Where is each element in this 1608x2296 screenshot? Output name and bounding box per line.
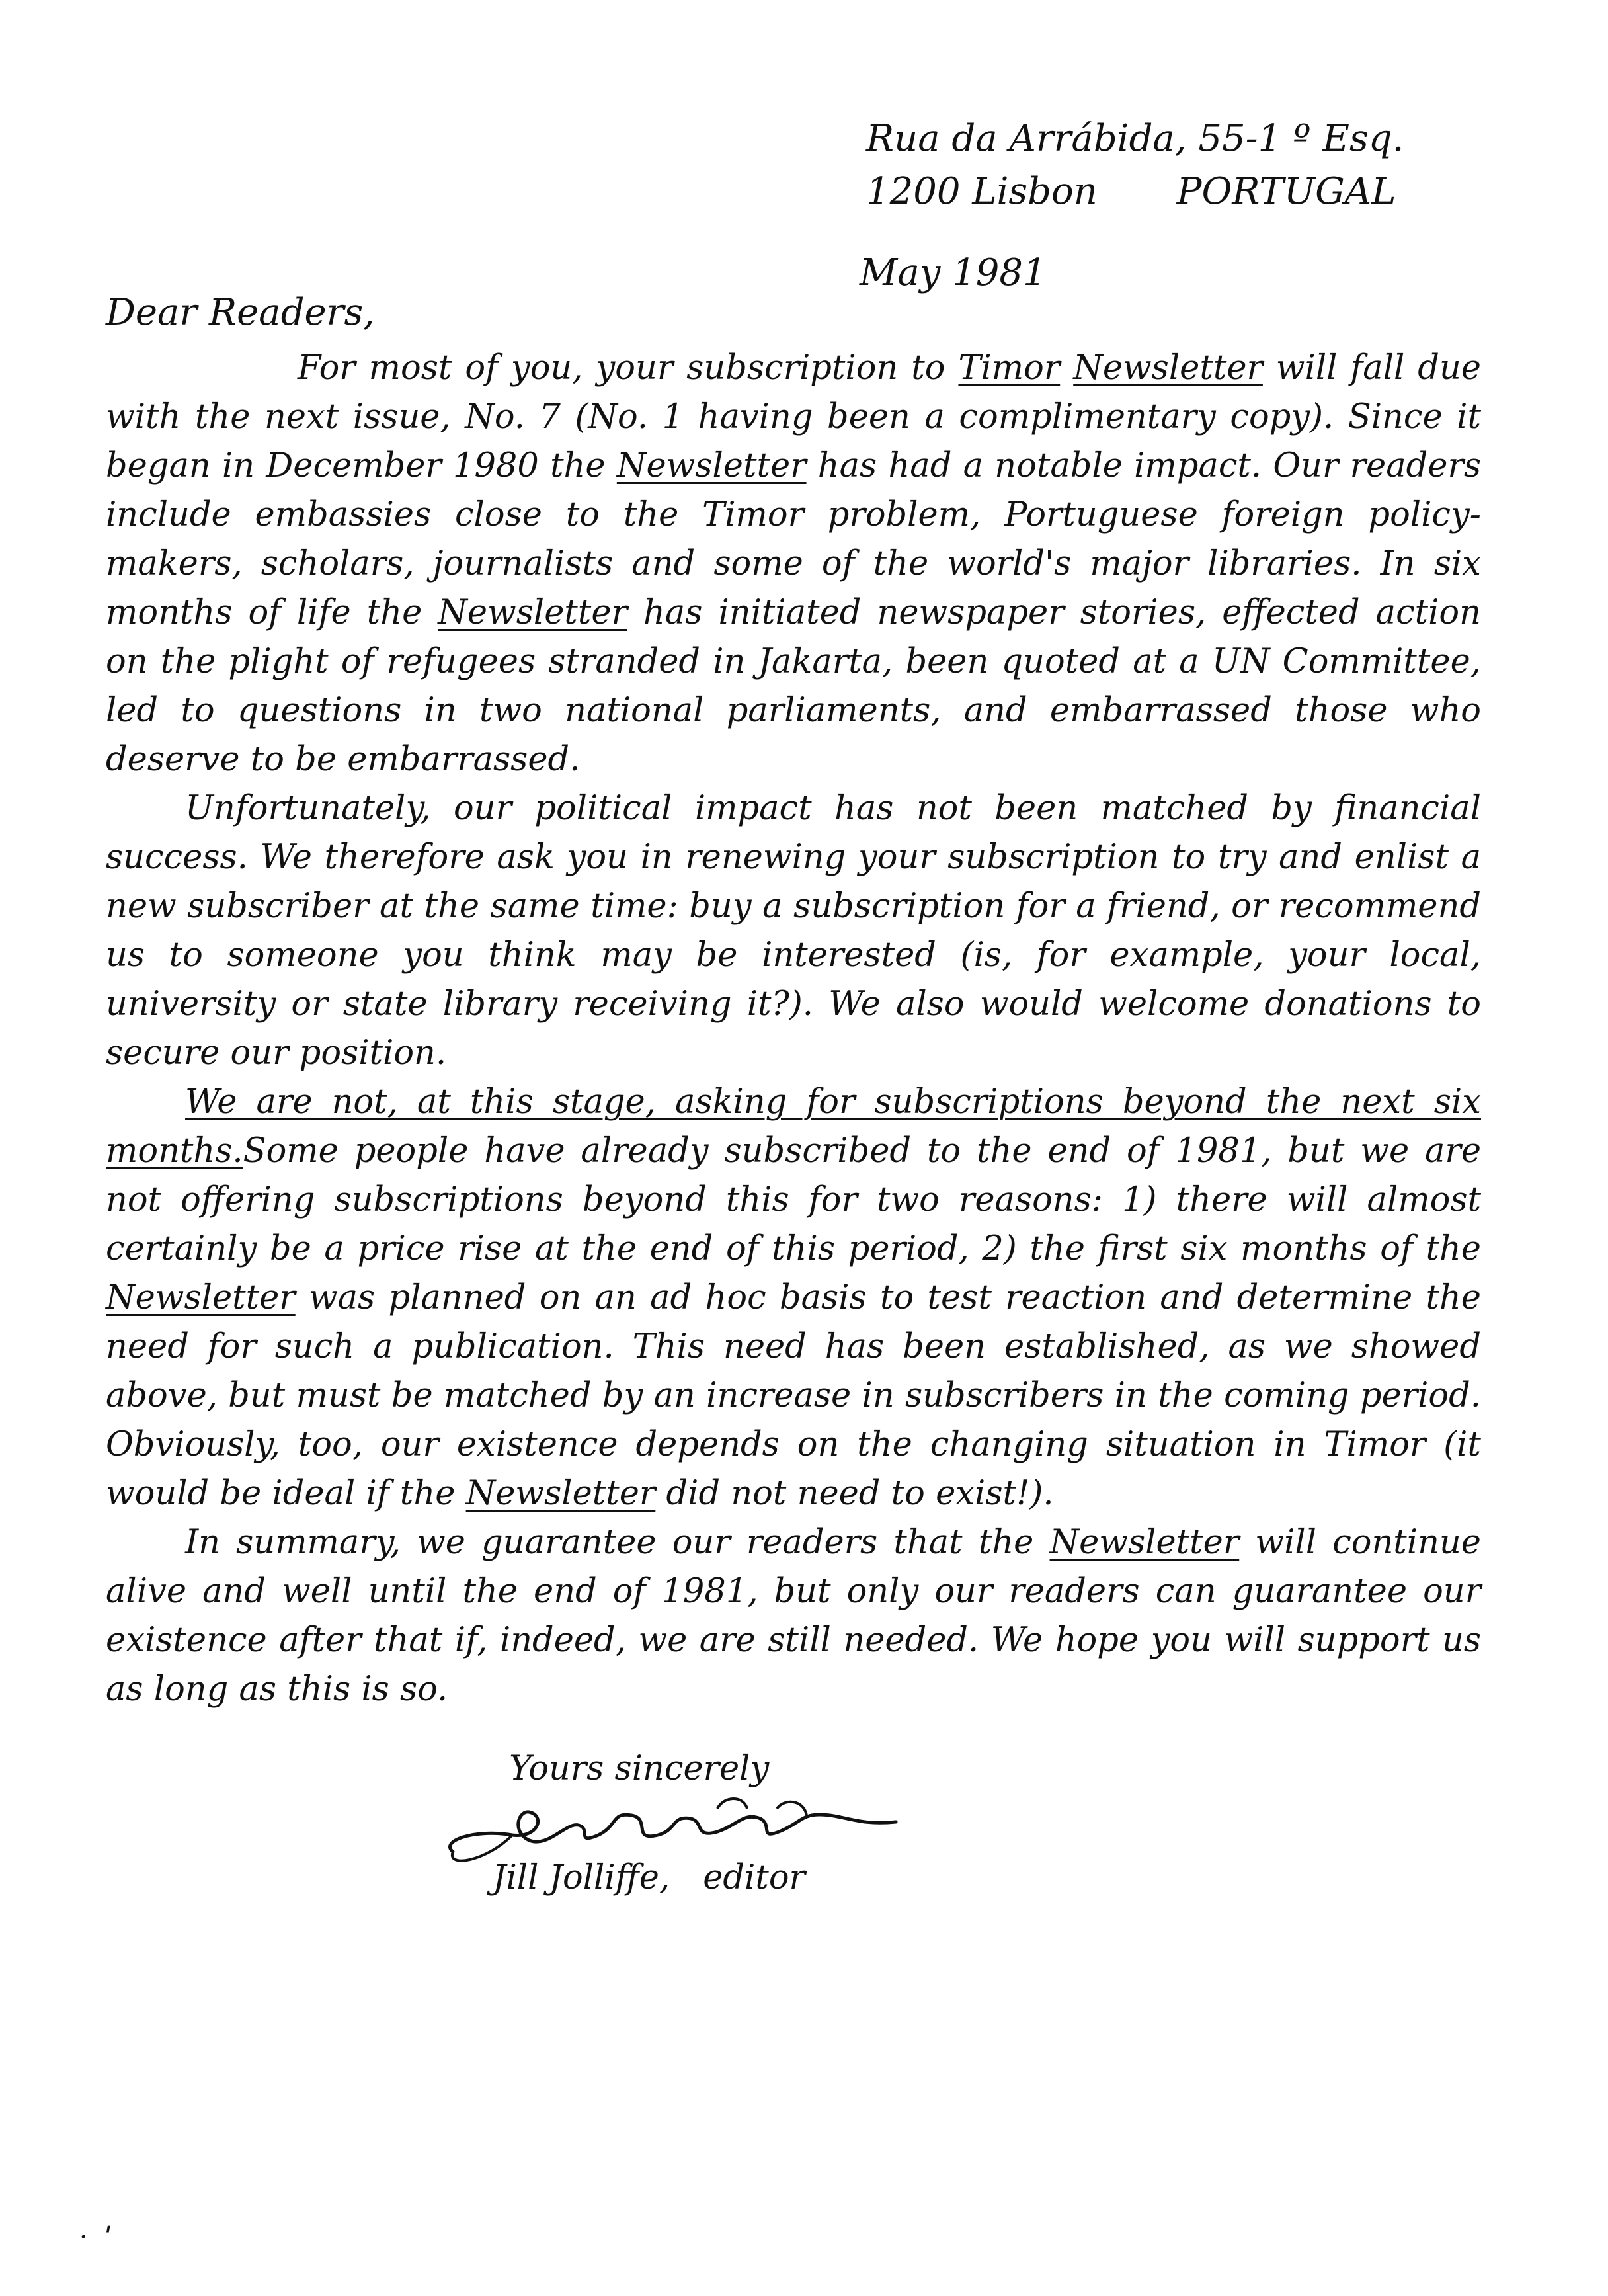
p1-underline-newsletter-2: Newsletter [616, 446, 807, 485]
p1-underline-newsletter-3: Newsletter [438, 593, 627, 632]
p1-underline-timor: Timor [958, 348, 1061, 388]
address-line-street: Rua da Arrábida, 55-1 º Esq. [866, 117, 1404, 160]
letter-body [106, 344, 1481, 1714]
paragraph-1 [106, 344, 1481, 784]
salutation: Dear Readers, [106, 291, 375, 334]
address-line-city [866, 165, 1404, 218]
p1-text-e: has initiated newspaper stories, effected action on the plight of refugees stranded in Jakarta, been quoted at a UN Committee, led to questions in two national parliaments, and embarrassed those who deserve to be embarrassed. [106, 593, 1481, 779]
signer-line [493, 1858, 805, 1897]
p4-underline-newsletter: Newsletter [1049, 1523, 1240, 1562]
p3-text-b: was planned on an ad hoc basis to test reaction and determine the need for such a publication. This need has been established, as we showed above, but must be matched by an increase in subscribers in the coming period. Obviously, too, our existence depends on the changing situation in Timor (it would be ideal if the [106, 1278, 1481, 1513]
address-city: 1200 Lisbon [866, 170, 1098, 213]
paragraph-3 [106, 1078, 1481, 1518]
signer-role: editor [703, 1858, 805, 1897]
p1-underline-newsletter-1: Newsletter [1073, 348, 1263, 388]
p3-underline-newsletter-1: Newsletter [106, 1278, 296, 1317]
paragraph-4 [106, 1518, 1481, 1714]
scan-specks: · ˈ [79, 2222, 112, 2252]
paragraph-2: Unfortunately, our political impact has not been matched by financial success. We therefore ask you in renewing your subscription to try and enlist a new subscriber at the same time: buy a subscription for a friend, or recommend us to someone you think may be interested (is, for example, your local, university or state library receiving it?). We also would welcome donations to secure our position. [106, 789, 1481, 1073]
p3-underline-statement: We are not, at this stage, asking for subscriptions beyond the next six months. [106, 1083, 1481, 1170]
sender-address [866, 112, 1404, 218]
letter-date: May 1981 [860, 251, 1047, 294]
p3-text-a: Some people have already subscribed to the end of 1981, but we are not offering subscriptions beyond this for two reasons: 1) there will almost certainly be a price rise at the end of this period, 2) the first six months of the [106, 1131, 1481, 1268]
p1-text-c: will fall due with the next issue, No. 7 (No. 1 having been a complimentary copy). Since it began in December 1980 the [106, 348, 1481, 485]
p1-text-d: has had a notable impact. Our readers include embassies close to the Timor problem, Portuguese foreign policy-makers, scholars, journalists and some of the world's major libraries. In six months of life the [106, 446, 1481, 632]
p4-text-b: will continue alive and well until the end of 1981, but only our readers can guarantee our existence after that if, indeed, we are still needed. We hope you will support us as long as this is so. [106, 1523, 1481, 1709]
p1-text-a: For most of you, your subscription to [298, 348, 959, 388]
signer-name: Jill Jolliffe, [493, 1858, 670, 1897]
address-country: PORTUGAL [1176, 170, 1396, 213]
p4-text-a: In summary, we guarantee our readers that the [185, 1523, 1050, 1562]
closing: Yours sincerely [509, 1749, 770, 1788]
p3-underline-newsletter-2: Newsletter [465, 1474, 656, 1513]
p1-text-b [1060, 348, 1073, 388]
p3-text-c: did not need to exist!). [655, 1474, 1054, 1513]
